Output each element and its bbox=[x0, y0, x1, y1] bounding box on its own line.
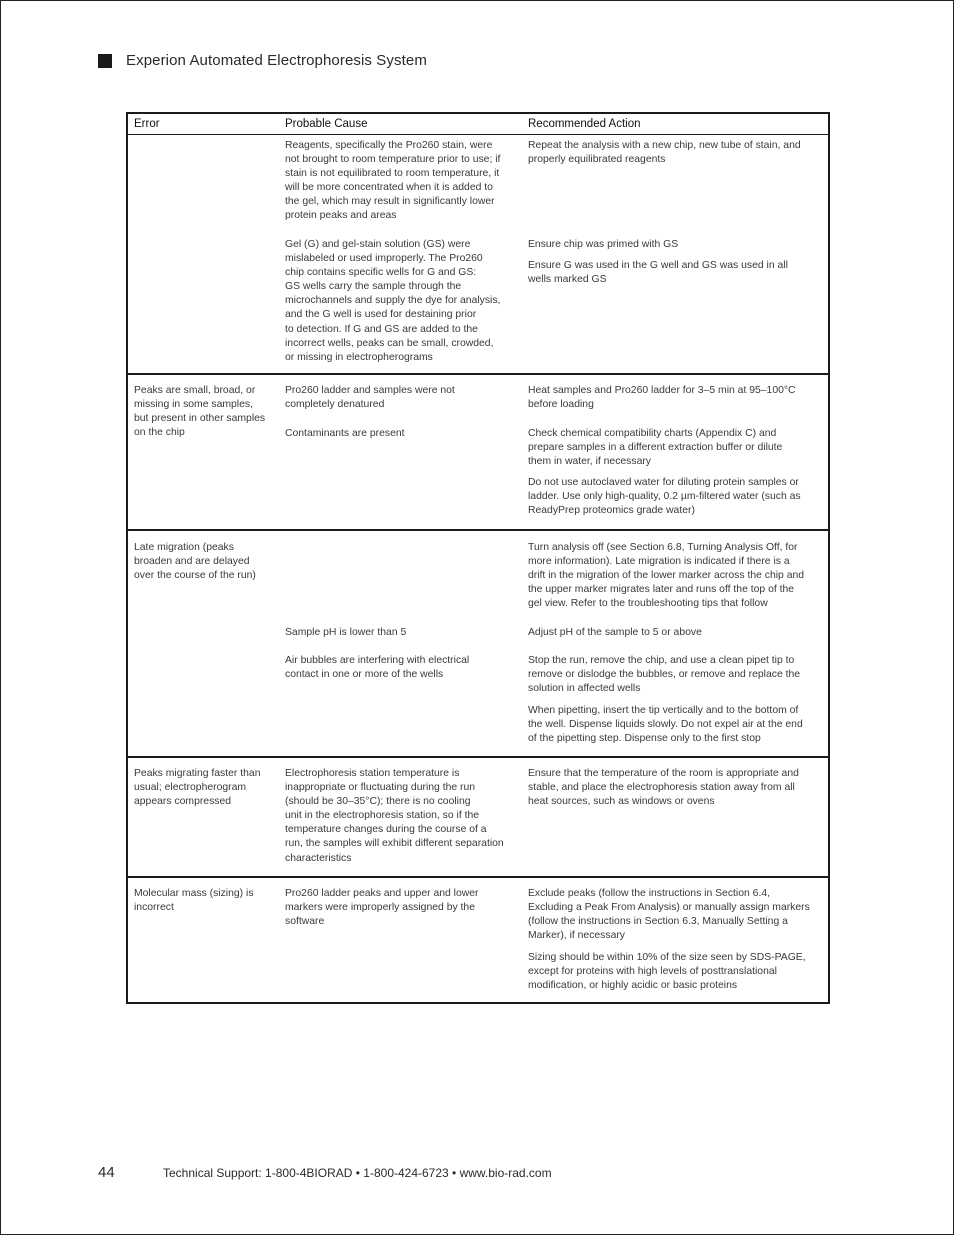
error-cell: Peaks are small, broad, or missing in some samples, but present in other samples on the chip bbox=[134, 385, 266, 439]
cause-cell: Contaminants are present bbox=[285, 428, 405, 439]
header-marker bbox=[98, 54, 112, 68]
page-header bbox=[98, 52, 427, 69]
action-cell: Exclude peaks (follow the instructions in Section 6.4, Excluding a Peak From Analysis) or manually assign markers (follow the instructions in Section 6.3, Manually Setting a Marker), if necessary bbox=[528, 888, 810, 942]
error-cell: Molecular mass (sizing) is incorrect bbox=[134, 888, 254, 914]
action-cell: Repeat the analysis with a new chip, new tube of stain, and properly equilibrated reagents bbox=[528, 140, 801, 166]
cause-cell: Air bubbles are interfering with electrical contact in one or more of the wells bbox=[285, 655, 470, 681]
table-row bbox=[128, 373, 828, 529]
action-cell: Check chemical compatibility charts (Appendix C) and prepare samples in a different extraction buffer or dilute them in water, if necessary bbox=[528, 428, 783, 468]
action-cell: Ensure G was used in the G well and GS was used in all wells marked GS bbox=[528, 260, 788, 286]
table-row bbox=[128, 756, 828, 876]
cause-cell: Electrophoresis station temperature is inappropriate or fluctuating during the run (should be 30–35°C); there is no cooling unit in the electrophoresis station, so if the temperature changes during the course of a run, the samples will exhibit different separation characteristics bbox=[285, 768, 504, 864]
action-cell: Ensure chip was primed with GS bbox=[528, 239, 679, 250]
footer-support: Technical Support: 1-800-4BIORAD • 1-800-424-6723 • www.bio-rad.com bbox=[163, 1166, 552, 1180]
header-error: Error bbox=[134, 118, 160, 130]
header-recommended-action: Recommended Action bbox=[528, 118, 641, 130]
error-cell: Late migration (peaks broaden and are delayed over the course of the run) bbox=[134, 542, 256, 582]
action-cell: Turn analysis off (see Section 6.8, Turning Analysis Off, for more information). Late migration is indicated if there is a drift in the migration of the lower marker across the chip and the upper marker migrates later and runs off the top of the gel view. Refer to the troubleshooting tips that follow bbox=[528, 542, 805, 610]
action-cell: Ensure that the temperature of the room is appropriate and stable, and place the electrophoresis station away from all heat sources, such as windows or ovens bbox=[528, 768, 799, 808]
action-cell: Heat samples and Pro260 ladder for 3–5 min at 95–100°C before loading bbox=[528, 385, 796, 411]
table-row bbox=[128, 876, 828, 1002]
page-number: 44 bbox=[98, 1164, 115, 1181]
table-row bbox=[128, 135, 828, 373]
troubleshooting-table bbox=[126, 112, 830, 1004]
action-cell: Do not use autoclaved water for diluting protein samples or ladder. Use only high-quality, 0.2 µm-filtered water (such as ReadyPrep proteomics grade water) bbox=[528, 477, 801, 517]
cause-cell: Pro260 ladder and samples were not completely denatured bbox=[285, 385, 455, 411]
header-title: Experion Automated Electrophoresis System bbox=[126, 52, 427, 69]
action-cell: When pipetting, insert the tip vertically and to the bottom of the well. Dispense liquids slowly. Do not expel air at the end of the pipetting step. Dispense only to the first stop bbox=[528, 705, 803, 745]
cause-cell: Pro260 ladder peaks and upper and lower markers were improperly assigned by the software bbox=[285, 888, 479, 928]
cause-cell: Sample pH is lower than 5 bbox=[285, 627, 407, 638]
action-cell: Sizing should be within 10% of the size seen by SDS-PAGE, except for proteins with high levels of posttranslational modification, or highly acidic or basic proteins bbox=[528, 952, 806, 992]
table-header-row bbox=[128, 114, 828, 135]
cause-cell: Gel (G) and gel-stain solution (GS) were mislabeled or used improperly. The Pro260 chip contains specific wells for G and GS: GS wells carry the sample through the microchannels and supply the dye for analysis, and the G well is used for destaining prior to detection. If G and GS are added to the incorrect wells, peaks can be small, crowded, or missing in electropherograms bbox=[285, 239, 501, 363]
header-probable-cause: Probable Cause bbox=[285, 118, 368, 130]
error-cell: Peaks migrating faster than usual; electropherogram appears compressed bbox=[134, 768, 261, 808]
cause-cell: Reagents, specifically the Pro260 stain, were not brought to room temperature prior to use; if stain is not equilibrated to room temperature, it will be more concentrated when it is added to the gel, which may result in significantly lower protein peaks and areas bbox=[285, 140, 501, 222]
table-row bbox=[128, 529, 828, 756]
action-cell: Stop the run, remove the chip, and use a clean pipet tip to remove or dislodge the bubbles, or remove and replace the solution in affected wells bbox=[528, 655, 801, 695]
action-cell: Adjust pH of the sample to 5 or above bbox=[528, 627, 702, 638]
